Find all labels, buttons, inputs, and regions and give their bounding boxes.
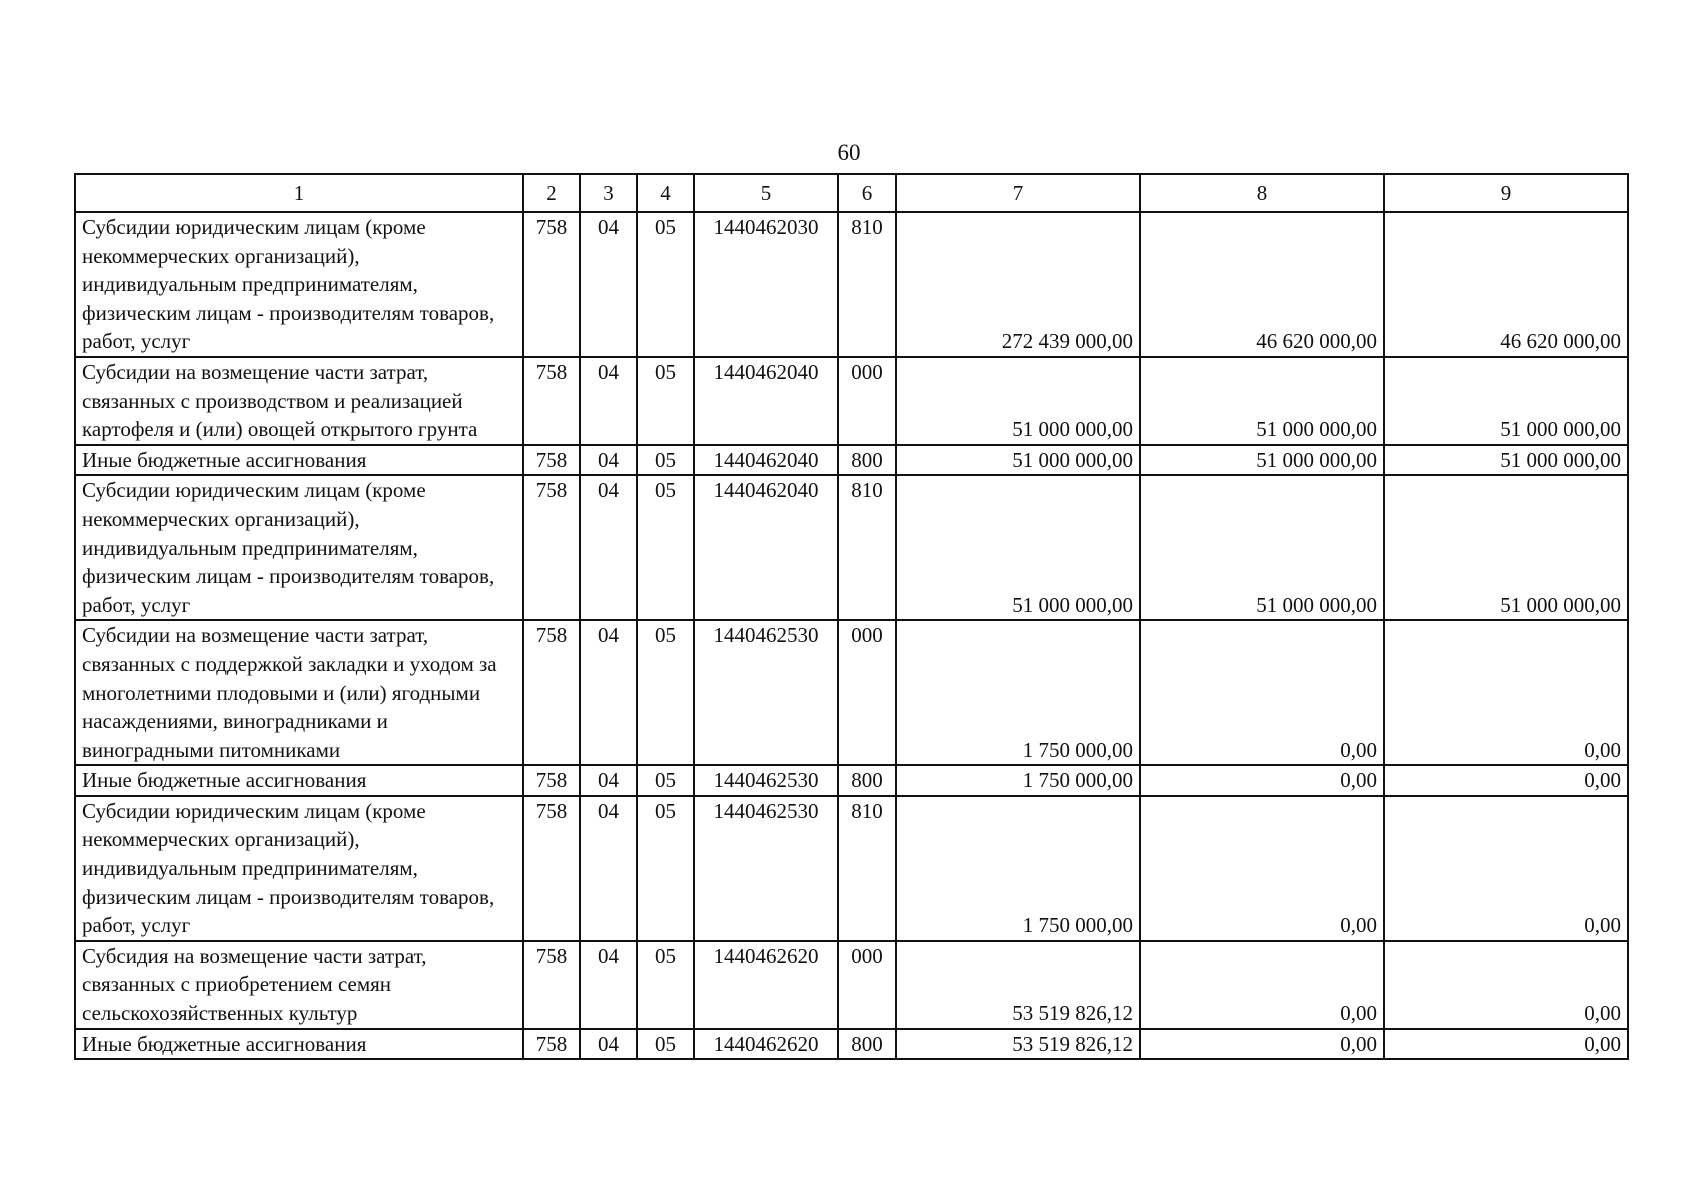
row-col-3: 04 <box>580 1029 637 1060</box>
row-col-9: 51 000 000,00 <box>1384 445 1628 476</box>
row-col-8: 0,00 <box>1140 796 1384 941</box>
column-header: 8 <box>1140 174 1384 212</box>
row-col-2: 758 <box>523 765 580 796</box>
row-col-2: 758 <box>523 357 580 445</box>
column-header: 2 <box>523 174 580 212</box>
row-col-3: 04 <box>580 796 637 941</box>
row-col-9: 51 000 000,00 <box>1384 475 1628 620</box>
row-col-6: 000 <box>838 941 896 1029</box>
row-col-5: 1440462030 <box>694 212 838 357</box>
row-col-3: 04 <box>580 941 637 1029</box>
table-header-row <box>75 174 1628 212</box>
row-col-2: 758 <box>523 796 580 941</box>
column-header: 5 <box>694 174 838 212</box>
row-col-8: 0,00 <box>1140 765 1384 796</box>
row-col-4: 05 <box>637 475 694 620</box>
row-col-4: 05 <box>637 445 694 476</box>
column-header: 1 <box>75 174 523 212</box>
row-col-6: 810 <box>838 796 896 941</box>
table-row <box>75 475 1628 620</box>
row-col-8: 46 620 000,00 <box>1140 212 1384 357</box>
table-row <box>75 941 1628 1029</box>
row-col-3: 04 <box>580 357 637 445</box>
row-col-7: 51 000 000,00 <box>896 445 1140 476</box>
row-col-4: 05 <box>637 941 694 1029</box>
row-col-2: 758 <box>523 620 580 765</box>
row-col-2: 758 <box>523 941 580 1029</box>
row-col-9: 0,00 <box>1384 765 1628 796</box>
row-col-6: 810 <box>838 212 896 357</box>
row-col-9: 0,00 <box>1384 941 1628 1029</box>
row-col-3: 04 <box>580 620 637 765</box>
row-col-4: 05 <box>637 1029 694 1060</box>
row-name: Иные бюджетные ассигнования <box>75 445 523 476</box>
table-row <box>75 796 1628 941</box>
row-col-5: 1440462620 <box>694 1029 838 1060</box>
page-number: 60 <box>837 140 861 165</box>
row-name: Субсидия на возмещение части затрат, связанных с приобретением семян сельскохозяйственных культур <box>75 941 523 1029</box>
row-col-5: 1440462530 <box>694 796 838 941</box>
row-col-2: 758 <box>523 1029 580 1060</box>
row-col-3: 04 <box>580 475 637 620</box>
row-col-2: 758 <box>523 445 580 476</box>
column-header: 3 <box>580 174 637 212</box>
row-col-5: 1440462620 <box>694 941 838 1029</box>
row-col-4: 05 <box>637 796 694 941</box>
row-col-5: 1440462040 <box>694 475 838 620</box>
row-col-2: 758 <box>523 212 580 357</box>
row-col-6: 000 <box>838 357 896 445</box>
row-col-8: 51 000 000,00 <box>1140 357 1384 445</box>
column-header: 6 <box>838 174 896 212</box>
row-col-9: 0,00 <box>1384 620 1628 765</box>
row-name: Субсидии юридическим лицам (кроме некоммерческих организаций), индивидуальным предпринимателям, физическим лицам - производителям товаров, работ, услуг <box>75 475 523 620</box>
table-row <box>75 765 1628 796</box>
row-col-9: 46 620 000,00 <box>1384 212 1628 357</box>
row-col-5: 1440462040 <box>694 445 838 476</box>
row-col-7: 53 519 826,12 <box>896 1029 1140 1060</box>
row-col-8: 51 000 000,00 <box>1140 475 1384 620</box>
row-col-9: 51 000 000,00 <box>1384 357 1628 445</box>
row-name: Иные бюджетные ассигнования <box>75 1029 523 1060</box>
table-row <box>75 212 1628 357</box>
row-col-5: 1440462040 <box>694 357 838 445</box>
row-col-7: 1 750 000,00 <box>896 796 1140 941</box>
row-col-8: 0,00 <box>1140 941 1384 1029</box>
row-col-8: 0,00 <box>1140 1029 1384 1060</box>
table-row <box>75 620 1628 765</box>
row-name: Субсидии юридическим лицам (кроме некоммерческих организаций), индивидуальным предпринимателям, физическим лицам - производителям товаров, работ, услуг <box>75 796 523 941</box>
row-col-3: 04 <box>580 445 637 476</box>
row-col-7: 51 000 000,00 <box>896 357 1140 445</box>
column-header: 7 <box>896 174 1140 212</box>
table-row <box>75 1029 1628 1060</box>
row-col-8: 51 000 000,00 <box>1140 445 1384 476</box>
row-col-6: 800 <box>838 765 896 796</box>
row-col-5: 1440462530 <box>694 765 838 796</box>
row-col-4: 05 <box>637 765 694 796</box>
row-col-7: 51 000 000,00 <box>896 475 1140 620</box>
row-col-7: 1 750 000,00 <box>896 620 1140 765</box>
row-name: Субсидии на возмещение части затрат, связанных с поддержкой закладки и уходом за многолетними плодовыми и (или) ягодными насаждениями, виноградниками и виноградными питомниками <box>75 620 523 765</box>
row-col-4: 05 <box>637 357 694 445</box>
row-col-9: 0,00 <box>1384 1029 1628 1060</box>
row-col-3: 04 <box>580 212 637 357</box>
budget-table <box>74 173 1629 1060</box>
table-row <box>75 357 1628 445</box>
table-row <box>75 445 1628 476</box>
row-col-6: 810 <box>838 475 896 620</box>
row-col-4: 05 <box>637 212 694 357</box>
row-name: Субсидии юридическим лицам (кроме некоммерческих организаций), индивидуальным предпринимателям, физическим лицам - производителям товаров, работ, услуг <box>75 212 523 357</box>
row-col-8: 0,00 <box>1140 620 1384 765</box>
row-col-2: 758 <box>523 475 580 620</box>
row-col-9: 0,00 <box>1384 796 1628 941</box>
row-col-7: 272 439 000,00 <box>896 212 1140 357</box>
row-col-4: 05 <box>637 620 694 765</box>
column-header: 9 <box>1384 174 1628 212</box>
row-col-7: 1 750 000,00 <box>896 765 1140 796</box>
row-col-5: 1440462530 <box>694 620 838 765</box>
row-col-3: 04 <box>580 765 637 796</box>
row-col-7: 53 519 826,12 <box>896 941 1140 1029</box>
row-name: Субсидии на возмещение части затрат, связанных с производством и реализацией картофеля и (или) овощей открытого грунта <box>75 357 523 445</box>
row-col-6: 800 <box>838 445 896 476</box>
row-col-6: 800 <box>838 1029 896 1060</box>
column-header: 4 <box>637 174 694 212</box>
row-name: Иные бюджетные ассигнования <box>75 765 523 796</box>
row-col-6: 000 <box>838 620 896 765</box>
